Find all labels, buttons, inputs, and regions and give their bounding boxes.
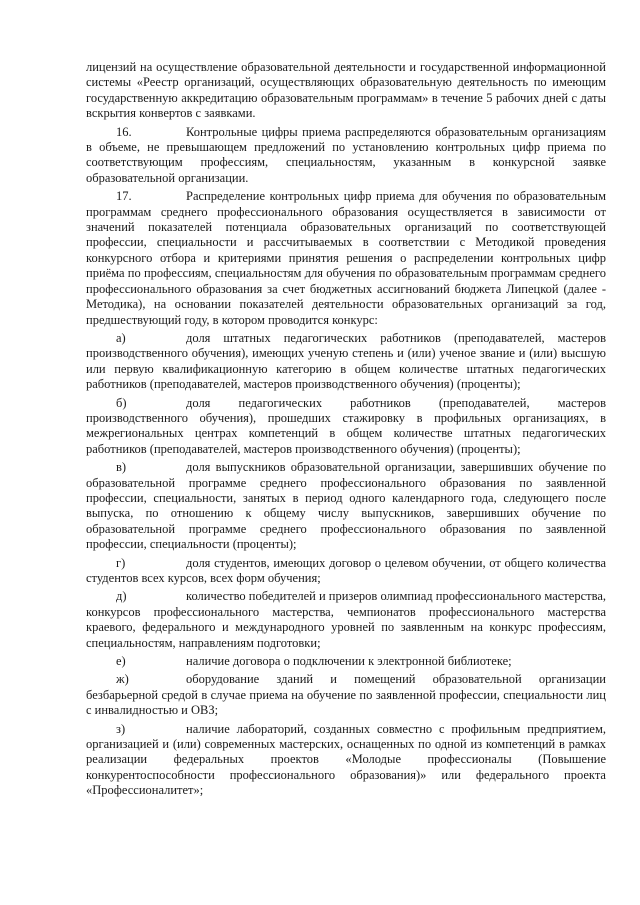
list-item-text: оборудование зданий и помещений образовательной организации безбарьерной средой в случае приема на обучение по заявленной профессии, специальности лиц с инвалидностью и ОВЗ;: [86, 672, 606, 718]
list-marker: ж): [116, 672, 129, 687]
list-item-text: доля штатных педагогических работников (преподавателей, мастеров производственного обучения), имеющих ученую степень и (или) ученое звание и (или) высшую или первую квалификационную категорию в общем количестве штатных педагогических работников (преподавателей, мастеров производственного обучения) (проценты);: [86, 330, 606, 392]
list-item-zh: [86, 672, 606, 718]
list-item-v: [86, 460, 606, 552]
list-marker: в): [116, 460, 127, 475]
paragraph-text: Контрольные цифры приема распределяются образовательным организациям в объеме, не превышающем предложений по установлению контрольных цифр приема по соответствующим профессиям, специальностям, указанным в конкурсной заявке образовательной организации.: [86, 124, 606, 185]
paragraph-17: [86, 189, 606, 328]
list-item-text: доля выпускников образовательной организации, завершивших обучение по образовательной программе среднего профессионального образования по заявленной профессии, специальности, занятых в период одного календарного года, следующего после выпуска, по отношению к общему числу выпускников, завершивших обучение по образовательной программе среднего профессионального образования по заявленной профессии, специальности (проценты);: [86, 460, 606, 552]
paragraph-number: 17.: [116, 189, 132, 204]
list-item-text: количество победителей и призеров олимпиад профессионального мастерства, конкурсов профессионального мастерства, чемпионатов профессионального мастерства краевого, федерального и международного уровней по заявленным на конкурс профессиям, специальностям, направлениям подготовки;: [86, 589, 606, 650]
list-marker: б): [116, 395, 127, 410]
paragraph-continuation: [86, 60, 606, 122]
paragraph-16: [86, 125, 606, 187]
list-marker: г): [116, 555, 126, 570]
list-item-b: [86, 396, 606, 458]
paragraph-text: лицензий на осуществление образовательной деятельности и государственной информационной системы «Реестр организаций, осуществляющих образовательную деятельность по имеющим государственную аккредитацию образовательным программам» в течение 5 рабочих дней с даты вскрытия конвертов с заявками.: [86, 60, 606, 121]
list-item-a: [86, 331, 606, 393]
paragraph-text: Распределение контрольных цифр приема для обучения по образовательным программам среднего профессионального образования осуществляется в зависимости от значений показателей потенциала образовательных организаций по соответствующей профессии, специальности и рассчитываемых в соответствии с Методикой проведения конкурсного отбора и критериями принятия решения о распределении контрольных цифр приёма по профессиям, специальностям для обучения по образовательным программам среднего профессионального образования за счет бюджетных ассигнований бюджета Липецкой (далее - Методика), на основании показателей деятельности образовательных организаций за год, предшествующий году, в котором проводится конкурс:: [86, 189, 606, 327]
list-item-e: [86, 654, 606, 669]
paragraph-number: 16.: [116, 124, 132, 139]
list-item-z: [86, 722, 606, 799]
list-item-text: наличие договора о подключении к электронной библиотеке;: [186, 654, 512, 669]
list-marker: е): [116, 654, 126, 669]
list-item-text: наличие лабораторий, созданных совместно с профильным предприятием, организацией и (или) современных мастерских, оснащенных по одной из компетенций в рамках реализации федеральных проектов «Молодые профессионалы (Повышение конкурентоспособности профессионального образования)» или федерального проекта «Профессионалитет»;: [86, 721, 606, 798]
list-marker: д): [116, 589, 127, 604]
list-marker: з): [116, 721, 126, 736]
list-marker: а): [116, 330, 126, 345]
list-item-text: доля студентов, имеющих договор о целевом обучении, от общего количества студентов всех курсов, всех форм обучения;: [86, 555, 606, 585]
list-item-d: [86, 589, 606, 651]
list-item-text: доля педагогических работников (преподавателей, мастеров производственного обучения), прошедших стажировку в профильных организациях, в межрегиональных центрах компетенций в общем количестве штатных педагогических работников (преподавателей, мастеров производственного обучения) (проценты);: [86, 395, 606, 456]
list-item-g: [86, 556, 606, 587]
